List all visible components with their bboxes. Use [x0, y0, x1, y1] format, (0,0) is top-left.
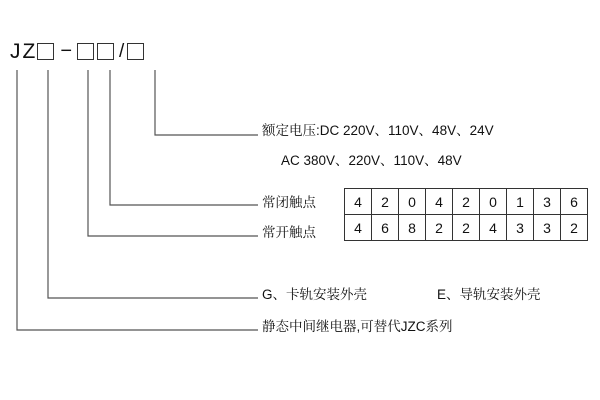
label-rated-voltage-ac: AC 380V、220V、110V、48V — [281, 153, 462, 168]
no-cell: 6 — [372, 215, 399, 241]
no-cell: 4 — [345, 215, 372, 241]
nc-cell: 2 — [453, 189, 480, 215]
label-normally-closed: 常闭触点 — [262, 195, 316, 210]
leader-line-rated-voltage — [155, 70, 258, 135]
code-letter-j: J — [10, 39, 21, 63]
no-cell: 3 — [507, 215, 534, 241]
label-shell-g: G、卡轨安装外壳 — [262, 287, 368, 302]
leader-line-description — [17, 70, 258, 330]
leader-line-shell — [48, 70, 258, 298]
no-cell: 4 — [480, 215, 507, 241]
nc-cell: 0 — [399, 189, 426, 215]
nc-cell: 0 — [480, 189, 507, 215]
nc-cell: 4 — [345, 189, 372, 215]
code-slash: / — [119, 40, 125, 62]
code-box-3 — [97, 43, 114, 60]
model-code — [10, 36, 147, 66]
no-cell: 2 — [561, 215, 588, 241]
code-letter-z: Z — [22, 39, 36, 63]
nc-cell: 2 — [372, 189, 399, 215]
nc-cell: 3 — [534, 189, 561, 215]
contact-combination-table — [344, 188, 588, 241]
no-cell: 8 — [399, 215, 426, 241]
label-rated-voltage-dc: 额定电压:DC 220V、110V、48V、24V — [262, 123, 494, 138]
nc-cell: 4 — [426, 189, 453, 215]
table-row — [345, 189, 588, 215]
no-cell: 2 — [453, 215, 480, 241]
code-box-4 — [127, 43, 144, 60]
code-box-2 — [77, 43, 94, 60]
leader-line-normally-closed — [110, 70, 258, 205]
table-row — [345, 215, 588, 241]
nc-cell: 6 — [561, 189, 588, 215]
code-dash: − — [60, 40, 73, 62]
leader-line-normally-open — [88, 70, 258, 236]
no-cell: 3 — [534, 215, 561, 241]
nc-cell: 1 — [507, 189, 534, 215]
label-description: 静态中间继电器,可替代JZC系列 — [262, 319, 453, 334]
label-normally-open: 常开触点 — [262, 225, 316, 240]
code-box-1 — [37, 43, 54, 60]
no-cell: 2 — [426, 215, 453, 241]
label-shell-e: E、导轨安装外壳 — [437, 287, 541, 302]
